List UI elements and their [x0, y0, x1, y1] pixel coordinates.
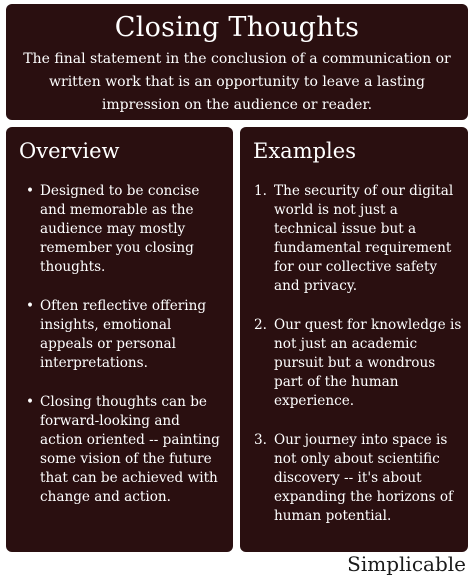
example-item [240, 431, 468, 526]
overview-heading: Overview [19, 139, 120, 163]
example-number: 3. [254, 432, 267, 448]
overview-item [6, 393, 233, 507]
bullet-icon: • [26, 394, 35, 410]
overview-item-text: Closing thoughts can be forward-looking and action oriented -- painting some vision of the future that can be achieved with change and action. [40, 394, 220, 505]
example-number: 2. [254, 317, 267, 333]
example-item [240, 316, 468, 411]
overview-item-text: Often reflective offering insights, emotional appeals or personal interpretations. [40, 298, 207, 371]
example-item-text: Our quest for knowledge is not just an academic pursuit but a wondrous part of the human experience. [274, 317, 462, 409]
example-item-text: The security of our digital world is not just a technical issue but a fundamental requirement for our collective safety and privacy. [274, 183, 454, 294]
overview-item [6, 182, 233, 277]
bullet-icon: • [26, 183, 35, 199]
examples-list [240, 182, 468, 546]
bullet-icon: • [26, 298, 35, 314]
example-item-text: Our journey into space is not only about scientific discovery -- it's about expanding the horizons of human potential. [274, 432, 454, 524]
overview-panel [6, 127, 233, 552]
brand-logo: Simplicable [347, 552, 466, 576]
page-title: Closing Thoughts [114, 12, 360, 43]
overview-list [6, 182, 233, 527]
example-item [240, 182, 468, 296]
example-number: 1. [254, 183, 267, 199]
page-subtitle: The final statement in the conclusion of a communication or written work that is an opportunity to leave a lasting impression on the audience or reader. [23, 51, 451, 113]
examples-panel [240, 127, 468, 552]
overview-item-text: Designed to be concise and memorable as the audience may mostly remember you closing thoughts. [40, 183, 200, 275]
header-panel [6, 4, 468, 120]
examples-heading: Examples [253, 139, 356, 163]
overview-item [6, 297, 233, 373]
